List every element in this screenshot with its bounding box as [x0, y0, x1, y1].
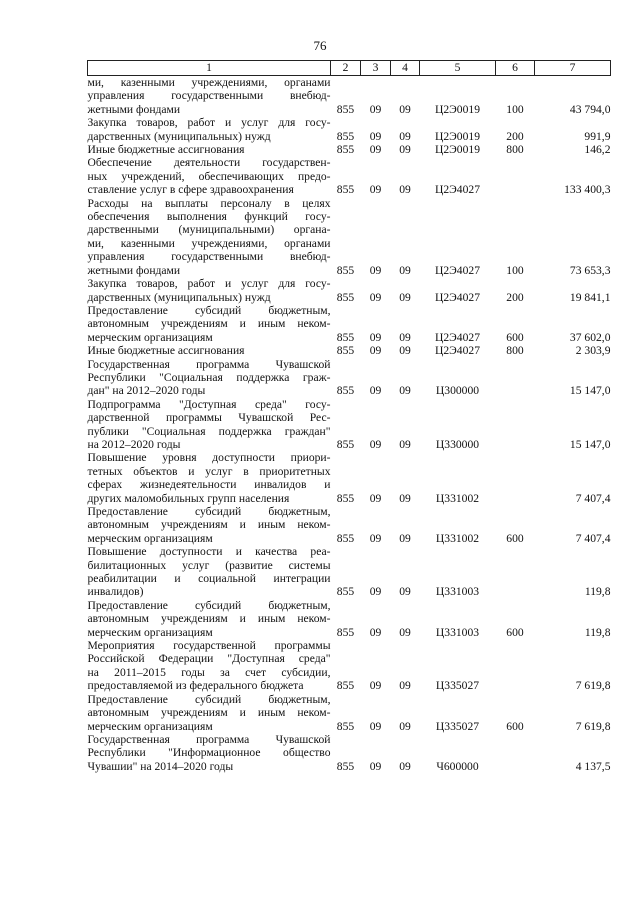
description-line: обеспечения выполнения функций госу-	[87, 210, 331, 224]
expense-type-cell	[496, 451, 535, 505]
admin-code-cell: 855	[336, 143, 355, 157]
subsection-code-cell: 09	[399, 344, 411, 358]
section-code-cell: 09	[369, 719, 382, 733]
page-number: 76	[313, 38, 327, 53]
table-row	[88, 505, 611, 545]
target-article-cell: Ц2Э4027	[434, 344, 480, 358]
admin-code-cell: 855	[336, 531, 355, 545]
admin-code-cell: 855	[336, 437, 355, 451]
table-row	[88, 277, 611, 304]
table-row	[88, 693, 611, 733]
amount-cell: 119,8	[584, 585, 611, 599]
description-line: Предоставление субсидий бюджетным,	[87, 303, 331, 317]
section-code-cell: 09	[369, 330, 382, 344]
subsection-code-cell: 09	[399, 437, 411, 451]
row-description	[88, 599, 331, 639]
section-code-cell: 09	[369, 625, 382, 639]
subsection-code-cell: 09	[399, 759, 411, 773]
description-line: жетными фондами	[87, 263, 181, 277]
row-description	[88, 116, 331, 143]
description-line: дарственных (муниципальных) нужд	[87, 290, 271, 304]
description-line: мерческим организациям	[87, 625, 213, 639]
admin-code-cell: 855	[336, 719, 355, 733]
target-article-cell: Ц2Э4027	[434, 183, 480, 197]
subsection-code-cell: 09	[399, 290, 411, 304]
section-code-cell: 09	[369, 183, 382, 197]
description-line: Чувашии" на 2014–2020 годы	[87, 759, 234, 773]
table-row	[88, 639, 611, 693]
admin-code-cell: 855	[336, 183, 355, 197]
amount-cell: 15 147,0	[569, 384, 611, 398]
table-row	[88, 599, 611, 639]
admin-code-cell: 855	[336, 491, 355, 505]
subsection-code-cell: 09	[399, 719, 411, 733]
target-article-cell: Ц330000	[435, 437, 480, 451]
expense-type-cell: 600	[506, 531, 524, 545]
target-article-cell: Ц2Э0019	[434, 129, 480, 143]
target-article-cell: Ц300000	[435, 384, 480, 398]
target-article-cell: Ц2Э0019	[434, 143, 480, 157]
target-article-cell: Ц2Э4027	[434, 290, 480, 304]
row-description	[88, 398, 331, 452]
description-line: Повышение уровня доступности приори-	[87, 451, 331, 465]
table-row	[88, 304, 611, 344]
amount-cell: 4 137,5	[575, 759, 611, 773]
description-line: управления государственными внебюд-	[87, 250, 331, 264]
amount-cell: 119,8	[584, 625, 611, 639]
section-code-cell: 09	[369, 585, 382, 599]
expense-type-cell: 600	[506, 719, 524, 733]
amount-cell: 37 602,0	[569, 330, 611, 344]
header-col-6: 6	[496, 61, 535, 76]
expense-type-cell: 200	[506, 290, 524, 304]
description-line: Закупка товаров, работ и услуг для госу-	[87, 116, 331, 130]
expense-type-cell: 100	[506, 102, 524, 116]
target-article-cell: Ц331002	[435, 491, 480, 505]
amount-cell: 133 400,3	[564, 183, 611, 197]
description-line: ных учреждений, обеспечивающих предо-	[87, 169, 331, 183]
description-line: Закупка товаров, работ и услуг для госу-	[87, 277, 331, 291]
description-line: Республики "Информационное общество	[87, 746, 331, 760]
section-code-cell: 09	[369, 437, 382, 451]
subsection-code-cell: 09	[399, 384, 411, 398]
row-description	[88, 358, 331, 398]
amount-cell: 2 303,9	[575, 344, 611, 358]
description-line: Повышение доступности и качества реа-	[87, 545, 331, 559]
description-line: других маломобильных групп населения	[87, 491, 290, 505]
expense-type-cell: 600	[506, 625, 524, 639]
section-code-cell: 09	[369, 290, 382, 304]
description-line: Обеспечение деятельности государствен-	[87, 156, 331, 170]
table-header-row	[88, 61, 611, 76]
expense-type-cell	[496, 156, 535, 196]
subsection-code-cell: 09	[399, 183, 411, 197]
amount-cell: 991,9	[584, 129, 611, 143]
table-body	[88, 76, 611, 774]
table-row	[88, 76, 611, 117]
section-code-cell: 09	[369, 143, 382, 157]
description-line: реабилитации и социальной интеграции	[87, 572, 331, 586]
admin-code-cell: 855	[336, 759, 355, 773]
amount-cell: 146,2	[584, 143, 611, 157]
budget-table	[87, 60, 611, 773]
description-line: ми, казенными учреждениями, органами	[87, 76, 331, 89]
expense-type-cell	[496, 733, 535, 773]
expense-type-cell: 800	[506, 143, 524, 157]
description-line: Подпрограмма "Доступная среда" госу-	[87, 397, 331, 411]
target-article-cell: Ц2Э0019	[434, 102, 480, 116]
description-line: Иные бюджетные ассигнования	[87, 344, 245, 358]
subsection-code-cell: 09	[399, 679, 411, 693]
description-line: билитационных услуг (развитие системы	[87, 558, 331, 572]
section-code-cell: 09	[369, 129, 382, 143]
description-line: Республики "Социальная поддержка граж-	[87, 370, 331, 384]
subsection-code-cell: 09	[399, 263, 411, 277]
target-article-cell: Ц331003	[435, 625, 480, 639]
description-line: предоставляемой из федерального бюджета	[87, 679, 304, 693]
expense-type-cell: 600	[506, 330, 524, 344]
amount-cell: 7 619,8	[575, 719, 611, 733]
table-row	[88, 358, 611, 398]
admin-code-cell: 855	[336, 384, 355, 398]
subsection-code-cell: 09	[399, 491, 411, 505]
target-article-cell: Ч600000	[436, 759, 479, 773]
row-description	[88, 545, 331, 599]
amount-cell: 73 653,3	[569, 263, 611, 277]
description-line: дан" на 2012–2020 годы	[87, 384, 206, 398]
description-line: Иные бюджетные ассигнования	[87, 143, 245, 157]
target-article-cell: Ц331002	[435, 531, 480, 545]
target-article-cell: Ц2Э4027	[434, 263, 480, 277]
description-line: дарственной программы Чувашской Рес-	[87, 411, 331, 425]
description-line: ставление услуг в сфере здравоохранения	[87, 183, 294, 197]
row-description	[88, 733, 331, 773]
admin-code-cell: 855	[336, 625, 355, 639]
row-description	[88, 344, 331, 357]
description-line: автономным учреждениям и иным неком-	[87, 518, 331, 532]
amount-cell: 19 841,1	[569, 290, 611, 304]
description-line: Предоставление субсидий бюджетным,	[87, 505, 331, 518]
table-row	[88, 451, 611, 505]
admin-code-cell: 855	[336, 129, 355, 143]
subsection-code-cell: 09	[399, 143, 411, 157]
admin-code-cell: 855	[336, 263, 355, 277]
admin-code-cell: 855	[336, 344, 355, 358]
section-code-cell: 09	[369, 263, 382, 277]
description-line: Государственная программа Чувашской	[87, 357, 331, 371]
description-line: мерческим организациям	[87, 330, 213, 344]
description-line: мерческим организациям	[87, 719, 213, 733]
table-row	[88, 545, 611, 599]
subsection-code-cell: 09	[399, 625, 411, 639]
section-code-cell: 09	[369, 344, 382, 358]
section-code-cell: 09	[369, 679, 382, 693]
amount-cell: 7 407,4	[575, 531, 611, 545]
amount-cell: 7 619,8	[575, 679, 611, 693]
subsection-code-cell: 09	[399, 330, 411, 344]
description-line: автономным учреждениям и иным неком-	[87, 612, 331, 626]
subsection-code-cell: 09	[399, 102, 411, 116]
row-description	[88, 505, 331, 545]
section-code-cell: 09	[369, 759, 382, 773]
header-col-2: 2	[331, 61, 361, 76]
expense-type-cell: 200	[506, 129, 524, 143]
description-line: управления государственными внебюд-	[87, 89, 331, 103]
row-description	[88, 304, 331, 344]
header-col-7: 7	[535, 61, 611, 76]
description-line: ми, казенными учреждениями, органами	[87, 236, 331, 250]
section-code-cell: 09	[369, 531, 382, 545]
expense-type-cell	[496, 358, 535, 398]
expense-type-cell: 800	[506, 344, 524, 358]
header-col-3: 3	[361, 61, 391, 76]
header-col-1: 1	[88, 61, 331, 76]
section-code-cell: 09	[369, 491, 382, 505]
description-line: дарственными (муниципальными) органа-	[87, 223, 331, 237]
row-description	[88, 143, 331, 156]
description-line: тетных объектов и услуг в приоритетных	[87, 464, 331, 478]
table-row	[88, 143, 611, 156]
subsection-code-cell: 09	[399, 585, 411, 599]
table-row	[88, 156, 611, 196]
description-line: Мероприятия государственной программы	[87, 639, 331, 653]
description-line: инвалидов)	[87, 585, 144, 599]
description-line: Расходы на выплаты персоналу в целях	[87, 196, 331, 210]
table-row	[88, 733, 611, 773]
amount-cell: 7 407,4	[575, 491, 611, 505]
admin-code-cell: 855	[336, 679, 355, 693]
table-row	[88, 398, 611, 452]
description-line: Предоставление субсидий бюджетным,	[87, 598, 331, 612]
amount-cell: 15 147,0	[569, 437, 611, 451]
row-description	[88, 451, 331, 505]
section-code-cell: 09	[369, 102, 382, 116]
admin-code-cell: 855	[336, 585, 355, 599]
header-col-4: 4	[391, 61, 420, 76]
row-description	[88, 76, 331, 117]
subsection-code-cell: 09	[399, 531, 411, 545]
description-line: Российской Федерации "Доступная среда"	[87, 652, 331, 666]
table-row	[88, 344, 611, 357]
section-code-cell: 09	[369, 384, 382, 398]
description-line: публики "Социальная поддержка граждан"	[87, 424, 331, 438]
admin-code-cell: 855	[336, 102, 355, 116]
description-line: жетными фондами	[87, 102, 181, 116]
description-line: на 2012–2020 годы	[87, 437, 181, 451]
admin-code-cell: 855	[336, 330, 355, 344]
description-line: на 2011–2015 годы за счет субсидии,	[87, 665, 331, 679]
amount-cell: 43 794,0	[569, 102, 611, 116]
target-article-cell: Ц335027	[435, 719, 480, 733]
target-article-cell: Ц335027	[435, 679, 480, 693]
description-line: Предоставление субсидий бюджетным,	[87, 692, 331, 706]
description-line: Государственная программа Чувашской	[87, 732, 331, 746]
row-description	[88, 693, 331, 733]
row-description	[88, 277, 331, 304]
description-line: дарственных (муниципальных) нужд	[87, 129, 271, 143]
subsection-code-cell: 09	[399, 129, 411, 143]
description-line: автономным учреждениям и иным неком-	[87, 706, 331, 720]
table-row	[88, 116, 611, 143]
header-col-5: 5	[420, 61, 496, 76]
description-line: сферах жизнедеятельности инвалидов и	[87, 478, 331, 492]
admin-code-cell: 855	[336, 290, 355, 304]
description-line: автономным учреждениям и иным неком-	[87, 317, 331, 331]
row-description	[88, 197, 331, 277]
target-article-cell: Ц331003	[435, 585, 480, 599]
expense-type-cell	[496, 545, 535, 599]
expense-type-cell	[496, 639, 535, 693]
table-row	[88, 197, 611, 277]
description-line: мерческим организациям	[87, 531, 213, 545]
expense-type-cell	[496, 398, 535, 452]
target-article-cell: Ц2Э4027	[434, 330, 480, 344]
row-description	[88, 156, 331, 196]
row-description	[88, 639, 331, 693]
expense-type-cell: 100	[506, 263, 524, 277]
